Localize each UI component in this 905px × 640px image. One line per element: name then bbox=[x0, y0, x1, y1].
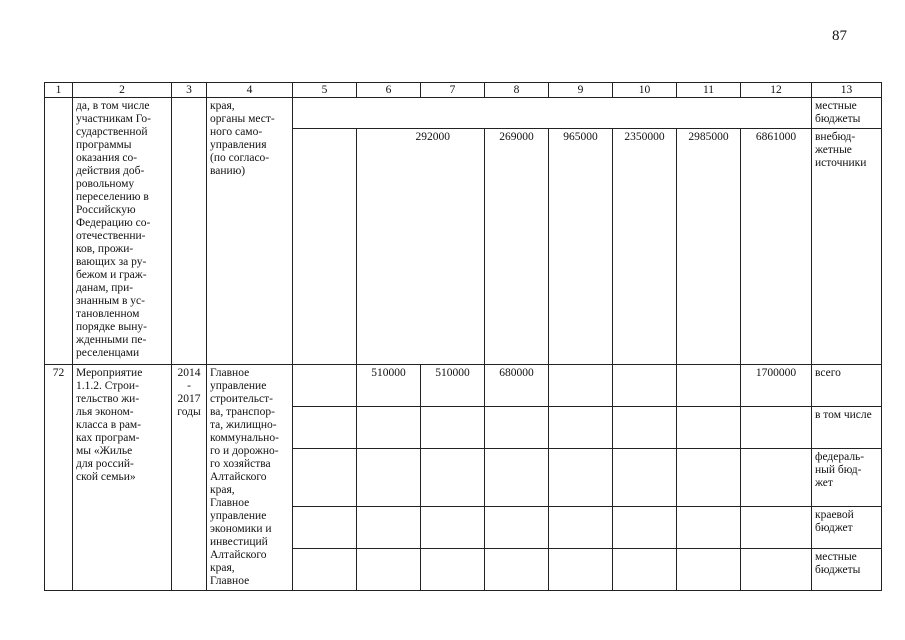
header-cell: 10 bbox=[613, 83, 677, 98]
period-cell: 2014 - 2017 годы bbox=[172, 365, 207, 591]
amount-cell bbox=[677, 506, 741, 548]
amount-cell bbox=[485, 449, 549, 507]
table-row bbox=[45, 98, 882, 129]
amount-cell bbox=[357, 449, 421, 507]
amount-cell bbox=[421, 407, 485, 449]
amount-cell bbox=[549, 407, 613, 449]
budget-table bbox=[44, 82, 882, 591]
amount-cell bbox=[613, 548, 677, 590]
row-number-cell: 72 bbox=[45, 365, 73, 591]
amount-cell bbox=[677, 449, 741, 507]
measure-name-cell: Мероприятие 1.1.2. Строи- тельство жи- лья эконом- класса в рам- ках програм- мы «Жилье для россий- ской семьи» bbox=[73, 365, 172, 591]
funding-source-cell: внебюд- жетные источники bbox=[812, 129, 882, 365]
amount-cell bbox=[485, 548, 549, 590]
header-cell: 4 bbox=[207, 83, 293, 98]
funding-source-cell: местные бюджеты bbox=[812, 548, 882, 590]
table-row bbox=[45, 365, 882, 407]
amount-cell: 292000 bbox=[357, 129, 485, 365]
amount-cell: 6861000 bbox=[741, 129, 812, 365]
amount-cell bbox=[357, 407, 421, 449]
amount-cell bbox=[357, 506, 421, 548]
amount-cell: 269000 bbox=[485, 129, 549, 365]
amount-cell bbox=[421, 506, 485, 548]
amount-cell bbox=[741, 506, 812, 548]
header-cell: 9 bbox=[549, 83, 613, 98]
amount-cell bbox=[549, 449, 613, 507]
amount-cell: 1700000 bbox=[741, 365, 812, 407]
amount-cell bbox=[293, 506, 357, 548]
row-number-cell bbox=[45, 98, 73, 365]
funding-source-cell: федераль- ный бюд- жет bbox=[812, 449, 882, 507]
amount-cell bbox=[293, 548, 357, 590]
amount-cell: 680000 bbox=[485, 365, 549, 407]
period-cell bbox=[172, 98, 207, 365]
amount-cell: 2350000 bbox=[613, 129, 677, 365]
header-cell: 2 bbox=[73, 83, 172, 98]
amount-cell bbox=[293, 365, 357, 407]
header-cell: 1 bbox=[45, 83, 73, 98]
funding-source-cell: краевой бюджет bbox=[812, 506, 882, 548]
amount-cell bbox=[549, 548, 613, 590]
header-row bbox=[45, 83, 882, 98]
amount-cell bbox=[613, 407, 677, 449]
header-cell: 13 bbox=[812, 83, 882, 98]
amount-cell bbox=[677, 407, 741, 449]
amount-cell bbox=[613, 365, 677, 407]
amount-cell bbox=[421, 449, 485, 507]
amount-cell bbox=[549, 365, 613, 407]
header-cell: 11 bbox=[677, 83, 741, 98]
header-cell: 7 bbox=[421, 83, 485, 98]
amount-cell bbox=[293, 129, 357, 365]
header-cell: 5 bbox=[293, 83, 357, 98]
amount-cell bbox=[613, 506, 677, 548]
executor-cell: края, органы мест- ного само- управления (по согласо- ванию) bbox=[207, 98, 293, 365]
amount-cell bbox=[293, 98, 812, 129]
amount-cell bbox=[357, 548, 421, 590]
amount-cell bbox=[485, 506, 549, 548]
amount-cell: 510000 bbox=[421, 365, 485, 407]
header-cell: 12 bbox=[741, 83, 812, 98]
amount-cell bbox=[677, 365, 741, 407]
amount-cell bbox=[613, 449, 677, 507]
executor-cell: Главное управление строительст- ва, транспор- та, жилищно- коммунально- го и дорожно- го хозяйства Алтайского края, Главное управление экономики и инвестиций Алтайского края, Главное bbox=[207, 365, 293, 591]
funding-source-cell: местные бюджеты bbox=[812, 98, 882, 129]
amount-cell bbox=[677, 548, 741, 590]
amount-cell bbox=[421, 548, 485, 590]
amount-cell bbox=[293, 449, 357, 507]
funding-source-cell: в том числе bbox=[812, 407, 882, 449]
amount-cell bbox=[741, 449, 812, 507]
header-cell: 3 bbox=[172, 83, 207, 98]
measure-name-cell: да, в том числе участникам Го- сударственной программы оказания со- действия доб- ровольному переселению в Российскую Федерацию со- отечественни- ков, прожи- вающих за ру- бежом и граж- данам, при- знанным в ус- тановленном порядке выну- жденными пе- реселенцами bbox=[73, 98, 172, 365]
amount-cell bbox=[741, 548, 812, 590]
amount-cell bbox=[741, 407, 812, 449]
funding-source-cell: всего bbox=[812, 365, 882, 407]
amount-cell bbox=[549, 506, 613, 548]
amount-cell: 2985000 bbox=[677, 129, 741, 365]
amount-cell bbox=[293, 407, 357, 449]
amount-cell bbox=[485, 407, 549, 449]
amount-cell: 510000 bbox=[357, 365, 421, 407]
amount-cell: 965000 bbox=[549, 129, 613, 365]
header-cell: 8 bbox=[485, 83, 549, 98]
header-cell: 6 bbox=[357, 83, 421, 98]
page-number: 87 bbox=[832, 28, 847, 44]
